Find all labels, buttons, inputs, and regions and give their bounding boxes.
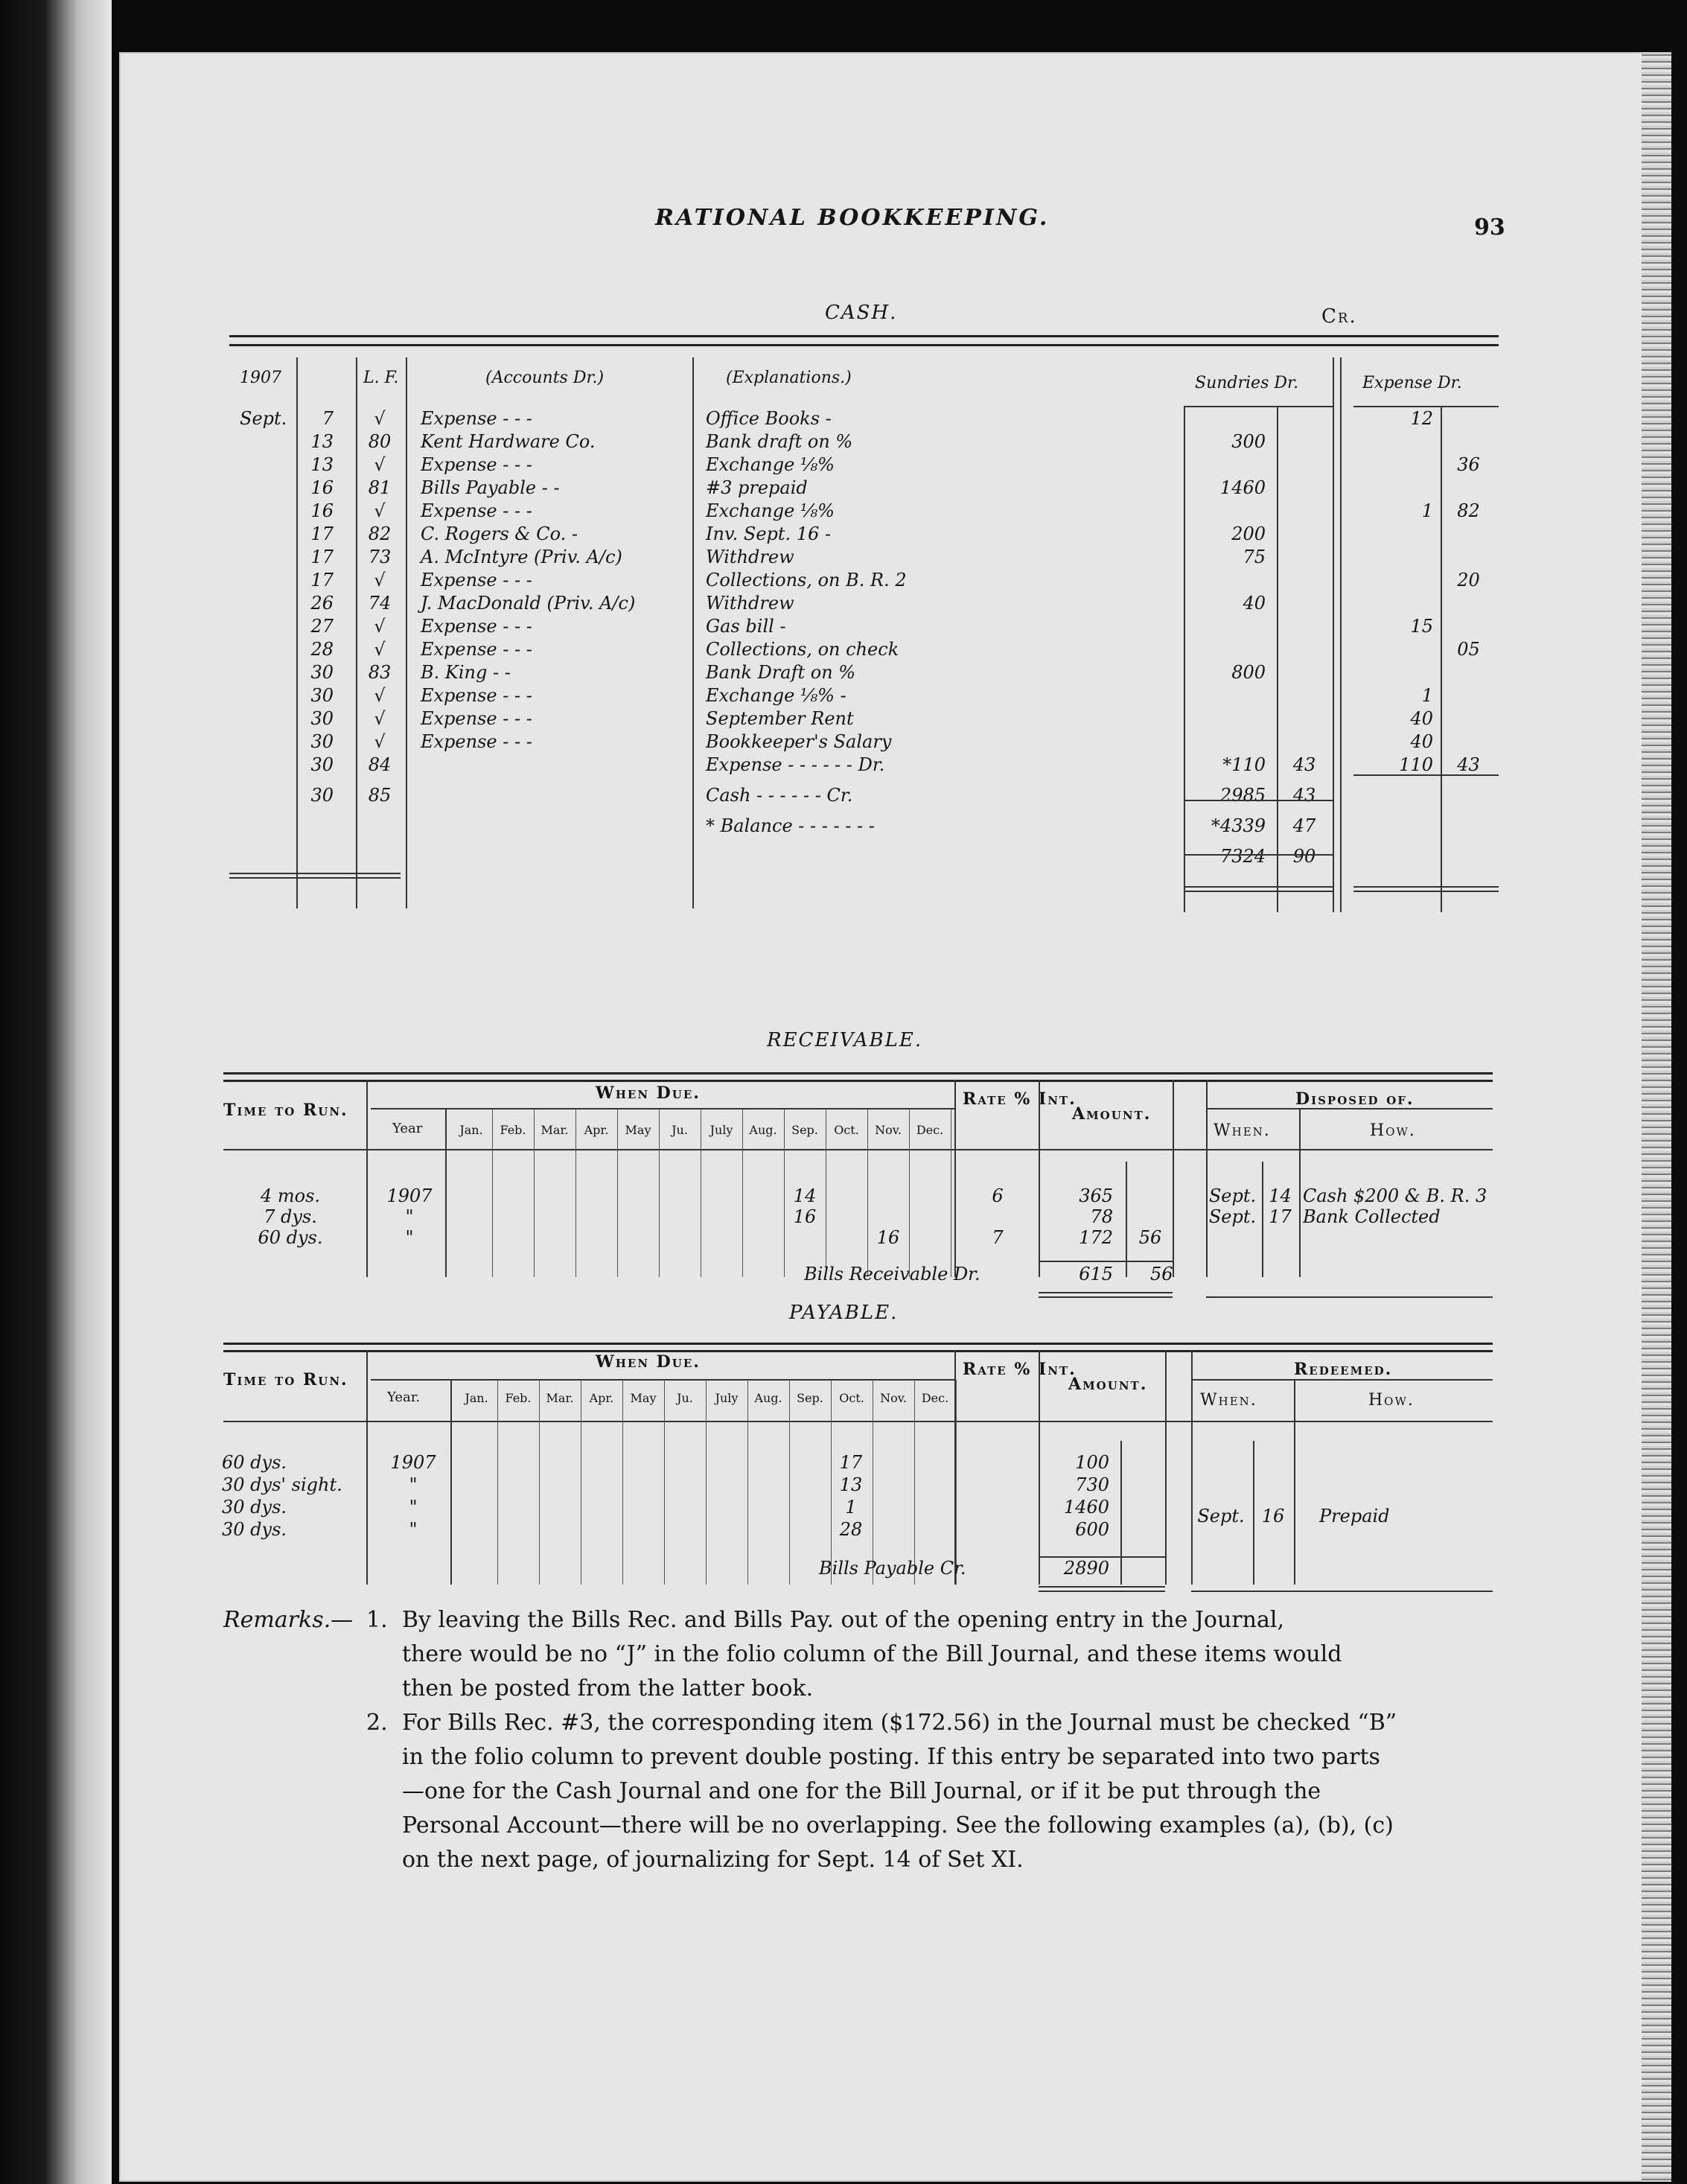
remark-line: in the folio column to prevent double posting. If this entry be separated into two parts xyxy=(402,1744,1380,1770)
cash-lf: 74 xyxy=(368,593,392,614)
month-header: Dec. xyxy=(921,1391,949,1405)
cash-accounts-header: (Accounts Dr.) xyxy=(485,369,605,387)
pay-redeemed-how: Prepaid xyxy=(1319,1506,1390,1526)
cash-explanation: Cash - - - - - - Cr. xyxy=(706,785,853,806)
cash-day: 30 xyxy=(310,731,334,752)
month-col-line xyxy=(622,1380,623,1585)
pay-year: " xyxy=(409,1519,418,1540)
rec-time: 4 mos. xyxy=(260,1185,321,1206)
month-col-line xyxy=(492,1109,493,1277)
cash-expense-cents: 05 xyxy=(1457,639,1480,660)
cash-total-rule xyxy=(1184,854,1333,856)
pay-total-label: Bills Payable Cr. xyxy=(819,1558,966,1579)
cash-col-line xyxy=(1441,406,1442,912)
month-col-line xyxy=(914,1380,915,1585)
remark-line: then be posted from the latter book. xyxy=(402,1675,814,1701)
receivable-title: RECEIVABLE. xyxy=(767,1029,923,1051)
pay-time: 30 dys. xyxy=(222,1519,287,1540)
remark-line: —one for the Cash Journal and one for the Bill Journal, or if it be put through the xyxy=(402,1778,1321,1804)
cash-day: 30 xyxy=(310,685,334,706)
cash-day: 7 xyxy=(322,408,334,429)
month-header: Apr. xyxy=(589,1391,614,1405)
rec-amount-cents: 56 xyxy=(1138,1227,1162,1248)
cash-expense-total-rule xyxy=(1353,774,1499,776)
cash-explanation: Bookkeeper's Salary xyxy=(706,731,892,752)
cash-total-double-rule-2 xyxy=(1184,891,1333,892)
cash-title: CASH. xyxy=(825,302,898,324)
cash-day: 28 xyxy=(310,639,334,660)
cash-lf: 82 xyxy=(368,523,392,544)
page-edge xyxy=(1642,52,1671,2182)
cash-sundries-cents: 43 xyxy=(1292,785,1316,806)
cash-col-line xyxy=(1333,357,1334,912)
month-col-line xyxy=(747,1380,748,1585)
month-col-line xyxy=(534,1109,535,1277)
pay-due-oct: 13 xyxy=(839,1474,863,1495)
remark-number: 1. xyxy=(366,1607,388,1633)
cash-left-double-rule xyxy=(229,873,401,874)
month-header: Dec. xyxy=(916,1123,944,1137)
rec-total-value: 615 xyxy=(1079,1264,1113,1284)
rec-col-line xyxy=(1299,1109,1301,1277)
pay-redeemed-day: 16 xyxy=(1261,1506,1285,1526)
pay-top-rule-2 xyxy=(223,1350,1493,1352)
rec-disposed-month: Sept. xyxy=(1208,1206,1257,1227)
cash-expense-amount: 1 xyxy=(1421,500,1433,521)
cash-lf: √ xyxy=(374,616,386,637)
month-col-line xyxy=(575,1109,576,1277)
cash-expense-double-rule-2 xyxy=(1353,891,1499,892)
cash-lf: 85 xyxy=(368,785,392,806)
rec-top-rule xyxy=(223,1072,1493,1075)
cash-sundries-amount: 2985 xyxy=(1219,785,1266,806)
cash-expense-cents: 82 xyxy=(1457,500,1480,521)
cash-explanation: Office Books - xyxy=(706,408,832,429)
month-header: Apr. xyxy=(584,1123,609,1137)
rec-rate: 6 xyxy=(992,1185,1004,1206)
cash-account: Expense - - - xyxy=(421,408,532,429)
pay-year: " xyxy=(409,1497,418,1518)
rec-total-rule xyxy=(1039,1261,1173,1262)
cash-sundries-amount: 75 xyxy=(1243,547,1266,567)
rec-year: 1907 xyxy=(386,1185,433,1206)
cash-expense-cents: 36 xyxy=(1457,454,1480,475)
rec-disposed-month: Sept. xyxy=(1208,1185,1257,1206)
cash-explanation: Inv. Sept. 16 - xyxy=(706,523,832,544)
remark-line: there would be no “J” in the folio column of the Bill Journal, and these items would xyxy=(402,1641,1342,1667)
pay-amount: 730 xyxy=(1075,1474,1109,1495)
cash-lf-header: L. F. xyxy=(363,369,399,387)
cash-left-double-rule-2 xyxy=(229,877,401,879)
cash-explanation: Collections, on B. R. 2 xyxy=(706,570,907,590)
pay-when-due-rule xyxy=(371,1379,954,1381)
pay-header-bottom-rule xyxy=(223,1421,1493,1422)
cash-lf: √ xyxy=(374,685,386,706)
cash-account: A. McIntyre (Priv. A/c) xyxy=(421,547,622,567)
pay-total-value: 2890 xyxy=(1063,1558,1109,1579)
month-header: Nov. xyxy=(880,1391,907,1405)
cash-col-line xyxy=(406,357,407,908)
cash-expense-cents: 43 xyxy=(1457,754,1480,775)
rec-col-line xyxy=(366,1080,368,1277)
cash-expense-amount: 110 xyxy=(1399,754,1433,775)
month-header: July xyxy=(709,1123,733,1137)
cash-lf: √ xyxy=(374,731,386,752)
rec-total-double xyxy=(1039,1292,1173,1293)
remark-line: on the next page, of journalizing for Sept. 14 of Set XI. xyxy=(402,1847,1024,1873)
cash-day: 16 xyxy=(310,500,334,521)
month-header: May xyxy=(630,1391,657,1405)
pay-col-line xyxy=(1165,1350,1167,1585)
month-header: Aug. xyxy=(754,1391,782,1405)
cash-day: 30 xyxy=(310,662,334,683)
pay-due-oct: 17 xyxy=(839,1452,863,1473)
rec-top-rule-2 xyxy=(223,1080,1493,1082)
rec-col-line xyxy=(1206,1080,1208,1277)
cash-sundries-cents: 90 xyxy=(1292,846,1316,867)
cash-explanation: Withdrew xyxy=(706,593,794,614)
cash-day: 17 xyxy=(310,570,334,590)
cash-lf: √ xyxy=(374,570,386,590)
page-number: 93 xyxy=(1474,214,1505,241)
cash-explanation: Exchange ⅛% xyxy=(706,454,835,475)
rec-disposed-rule xyxy=(1206,1108,1493,1109)
cash-subtotal-rule xyxy=(1184,800,1333,801)
pay-due-oct: 28 xyxy=(839,1519,863,1540)
pay-time: 30 dys. xyxy=(222,1497,287,1518)
cash-explanation: Bank Draft on % xyxy=(706,662,856,683)
running-title: RATIONAL BOOKKEEPING. xyxy=(655,205,1050,231)
rec-amount: 78 xyxy=(1090,1206,1113,1227)
cash-cr-label: Cr. xyxy=(1321,305,1357,328)
cash-explanation: Bank draft on % xyxy=(706,431,853,452)
pay-year: " xyxy=(409,1474,418,1495)
rec-how-header: How. xyxy=(1370,1121,1416,1140)
cash-expense-header: Expense Dr. xyxy=(1362,374,1462,392)
cash-account: Expense - - - xyxy=(421,639,532,660)
month-col-line xyxy=(956,1380,957,1585)
month-header: Feb. xyxy=(505,1391,532,1405)
pay-redeemed-rule xyxy=(1191,1379,1493,1381)
cash-day: 13 xyxy=(310,431,334,452)
rec-disposed-day: 17 xyxy=(1269,1206,1292,1227)
cash-account: J. MacDonald (Priv. A/c) xyxy=(421,593,636,614)
cash-explanation: Exchange ⅛% - xyxy=(706,685,846,706)
pay-col-line xyxy=(1294,1380,1295,1585)
cash-explanation: * Balance - - - - - - - xyxy=(706,815,875,836)
month-col-line xyxy=(617,1109,618,1277)
cash-sundries-amount: 300 xyxy=(1231,431,1266,452)
cash-sundries-amount: *110 xyxy=(1222,754,1266,775)
pay-when-header: When. xyxy=(1200,1391,1257,1410)
cash-top-rule xyxy=(229,335,1499,337)
rec-disposed-header: Disposed of. xyxy=(1295,1089,1415,1109)
cash-explanation: Exchange ⅛% xyxy=(706,500,835,521)
month-header: Aug. xyxy=(749,1123,777,1137)
cash-expense-cents: 20 xyxy=(1457,570,1480,590)
pay-time-header: Time to Run. xyxy=(223,1370,348,1389)
month-header: Oct. xyxy=(839,1391,864,1405)
cash-day: 16 xyxy=(310,477,334,498)
cash-day: 17 xyxy=(310,523,334,544)
cash-col-line xyxy=(1184,406,1185,912)
pay-total-double-2 xyxy=(1039,1591,1165,1592)
pay-amount-header: Amount. xyxy=(1068,1375,1148,1394)
pay-due-oct: 1 xyxy=(845,1497,857,1518)
rec-due-sep: 16 xyxy=(793,1206,817,1227)
rec-year: " xyxy=(405,1227,414,1248)
cash-expense-amount: 1 xyxy=(1421,685,1433,706)
cash-lf: √ xyxy=(374,500,386,521)
cash-lf: 84 xyxy=(368,754,392,775)
cash-lf: √ xyxy=(374,708,386,729)
pay-col-line xyxy=(1191,1350,1193,1585)
pay-amount: 100 xyxy=(1075,1452,1109,1473)
month-header: Mar. xyxy=(540,1123,569,1137)
cash-sundries-amount: 7324 xyxy=(1219,846,1266,867)
rec-year-header: Year xyxy=(392,1121,423,1136)
cash-account: Expense - - - xyxy=(421,454,532,475)
rec-col-line xyxy=(954,1080,956,1277)
cash-explanations-header: (Explanations.) xyxy=(726,369,852,387)
cash-col-line xyxy=(692,357,694,908)
pay-amount: 600 xyxy=(1075,1519,1109,1540)
month-header: Ju. xyxy=(677,1391,693,1405)
cash-lf: √ xyxy=(374,454,386,475)
month-header: July xyxy=(715,1391,739,1405)
rec-col-line xyxy=(445,1109,447,1277)
cash-explanation: Withdrew xyxy=(706,547,794,567)
payable-title: PAYABLE. xyxy=(789,1302,899,1324)
cash-sundries-cents: 47 xyxy=(1292,815,1316,836)
cash-lf: 80 xyxy=(368,431,392,452)
cash-lf: 83 xyxy=(368,662,392,683)
pay-redeemed-month: Sept. xyxy=(1197,1506,1245,1526)
cash-day: 30 xyxy=(310,708,334,729)
pay-time: 60 dys. xyxy=(222,1452,287,1473)
cash-sundries-amount: 1460 xyxy=(1219,477,1266,498)
pay-when-due-header: When Due. xyxy=(596,1352,701,1372)
pay-total-double xyxy=(1039,1586,1165,1588)
cash-account: Kent Hardware Co. xyxy=(421,431,596,452)
cash-day: 30 xyxy=(310,785,334,806)
cash-account: Expense - - - xyxy=(421,731,532,752)
cash-explanation: #3 prepaid xyxy=(706,477,808,498)
cash-year: 1907 xyxy=(240,369,281,387)
rec-disposed-how: Bank Collected xyxy=(1303,1206,1441,1227)
rec-col-line xyxy=(1039,1080,1040,1277)
month-col-line xyxy=(706,1380,707,1585)
month-header: May xyxy=(625,1123,651,1137)
rec-total-double-2 xyxy=(1039,1296,1173,1298)
cash-sundries-amount: *4339 xyxy=(1211,815,1266,836)
rec-rate: 7 xyxy=(992,1227,1004,1248)
pay-col-line xyxy=(450,1380,452,1585)
rec-when-due-header: When Due. xyxy=(596,1083,701,1103)
cash-sundries-amount: 40 xyxy=(1243,593,1266,614)
pay-col-line xyxy=(366,1350,368,1585)
cash-explanation: Gas bill - xyxy=(706,616,786,637)
month-header: Mar. xyxy=(546,1391,574,1405)
cash-lf: √ xyxy=(374,639,386,660)
rec-col-line xyxy=(1126,1162,1127,1277)
month-header: Feb. xyxy=(500,1123,526,1137)
cash-total-double-rule xyxy=(1184,886,1333,888)
cash-explanation: Expense - - - - - - Dr. xyxy=(706,754,885,775)
rec-rate-header: Rate % Int. xyxy=(963,1089,1077,1109)
cash-account: Expense - - - xyxy=(421,616,532,637)
month-header: Nov. xyxy=(875,1123,902,1137)
rec-disposed-day: 14 xyxy=(1269,1185,1292,1206)
rec-year: " xyxy=(405,1206,414,1227)
rec-amount: 172 xyxy=(1079,1227,1113,1248)
rec-when-header: When. xyxy=(1214,1121,1271,1140)
cash-day: 13 xyxy=(310,454,334,475)
pay-year-header: Year. xyxy=(387,1389,421,1405)
month-header: Oct. xyxy=(834,1123,859,1137)
cash-account: Expense - - - xyxy=(421,708,532,729)
rec-header-bottom-rule xyxy=(223,1149,1493,1150)
rec-col-line xyxy=(1173,1080,1174,1277)
cash-explanation: Collections, on check xyxy=(706,639,899,660)
remark-number: 2. xyxy=(366,1710,388,1736)
month-col-line xyxy=(659,1109,660,1277)
cash-account: Expense - - - xyxy=(421,500,532,521)
rec-total-label: Bills Receivable Dr. xyxy=(804,1264,980,1284)
rec-amount-header: Amount. xyxy=(1072,1104,1152,1124)
pay-how-header: How. xyxy=(1368,1391,1415,1410)
pay-top-rule xyxy=(223,1343,1493,1345)
month-header: Jan. xyxy=(465,1391,488,1405)
cash-expense-amount: 15 xyxy=(1410,616,1433,637)
cash-lf: 73 xyxy=(368,547,392,567)
cash-top-rule-2 xyxy=(229,344,1499,346)
cash-account: C. Rogers & Co. - xyxy=(421,523,578,544)
pay-rate-header: Rate % Int. xyxy=(963,1360,1077,1379)
cash-month: Sept. xyxy=(240,408,287,429)
cash-sundries-amount: 200 xyxy=(1231,523,1266,544)
rec-time-header: Time to Run. xyxy=(223,1101,348,1120)
month-header: Jan. xyxy=(459,1123,483,1137)
rec-disposed-how: Cash $200 & B. R. 3 xyxy=(1303,1185,1487,1206)
pay-col-line xyxy=(1120,1441,1122,1585)
month-col-line xyxy=(742,1109,743,1277)
cash-account: Expense - - - xyxy=(421,570,532,590)
book-gutter xyxy=(0,0,112,2184)
cash-col-line xyxy=(1340,357,1342,912)
cash-sundries-underline xyxy=(1184,406,1333,407)
cash-sundries-cents: 43 xyxy=(1292,754,1316,775)
month-col-line xyxy=(909,1109,910,1277)
rec-due-sep: 14 xyxy=(793,1185,817,1206)
rec-amount: 365 xyxy=(1079,1185,1113,1206)
pay-bottom-rule xyxy=(1191,1591,1493,1592)
cash-day: 17 xyxy=(310,547,334,567)
month-col-line xyxy=(664,1380,665,1585)
month-col-line xyxy=(789,1380,790,1585)
pay-redeemed-header: Redeemed. xyxy=(1294,1360,1393,1379)
month-col-line xyxy=(497,1380,498,1585)
month-col-line xyxy=(539,1380,540,1585)
rec-total-cents: 56 xyxy=(1150,1264,1173,1284)
cash-expense-underline xyxy=(1353,406,1499,407)
pay-amount: 1460 xyxy=(1063,1497,1109,1518)
remark-line: By leaving the Bills Rec. and Bills Pay. out of the opening entry in the Journal, xyxy=(402,1607,1284,1633)
month-col-line xyxy=(867,1109,868,1277)
month-header: Sep. xyxy=(797,1391,823,1405)
cash-expense-amount: 40 xyxy=(1410,731,1433,752)
cash-lf: √ xyxy=(374,408,386,429)
cash-explanation: September Rent xyxy=(706,708,854,729)
cash-expense-amount: 12 xyxy=(1410,408,1433,429)
cash-account: Bills Payable - - xyxy=(421,477,560,498)
remarks-label: Remarks.— xyxy=(223,1607,354,1633)
remark-line: Personal Account—there will be no overlapping. See the following examples (a), (b), (c) xyxy=(402,1812,1394,1838)
cash-expense-amount: 40 xyxy=(1410,708,1433,729)
cash-lf: 81 xyxy=(368,477,392,498)
cash-account: Expense - - - xyxy=(421,685,532,706)
pay-time: 30 dys' sight. xyxy=(222,1474,342,1495)
month-header: Ju. xyxy=(672,1123,688,1137)
cash-day: 27 xyxy=(310,616,334,637)
cash-sundries-header: Sundries Dr. xyxy=(1195,374,1299,392)
rec-time: 7 dys. xyxy=(264,1206,317,1227)
cash-col-line xyxy=(1277,406,1278,912)
cash-sundries-amount: 800 xyxy=(1231,662,1266,683)
rec-bottom-rule xyxy=(1206,1296,1493,1298)
pay-year: 1907 xyxy=(390,1452,436,1473)
month-header: Sep. xyxy=(791,1123,818,1137)
cash-day: 26 xyxy=(310,593,334,614)
cash-day: 30 xyxy=(310,754,334,775)
rec-due-oct: 16 xyxy=(876,1227,900,1248)
rec-time: 60 dys. xyxy=(258,1227,323,1248)
cash-account: B. King - - xyxy=(421,662,511,683)
cash-expense-double-rule xyxy=(1353,886,1499,888)
remark-line: For Bills Rec. #3, the corresponding item ($172.56) in the Journal must be checked “B” xyxy=(402,1710,1397,1736)
